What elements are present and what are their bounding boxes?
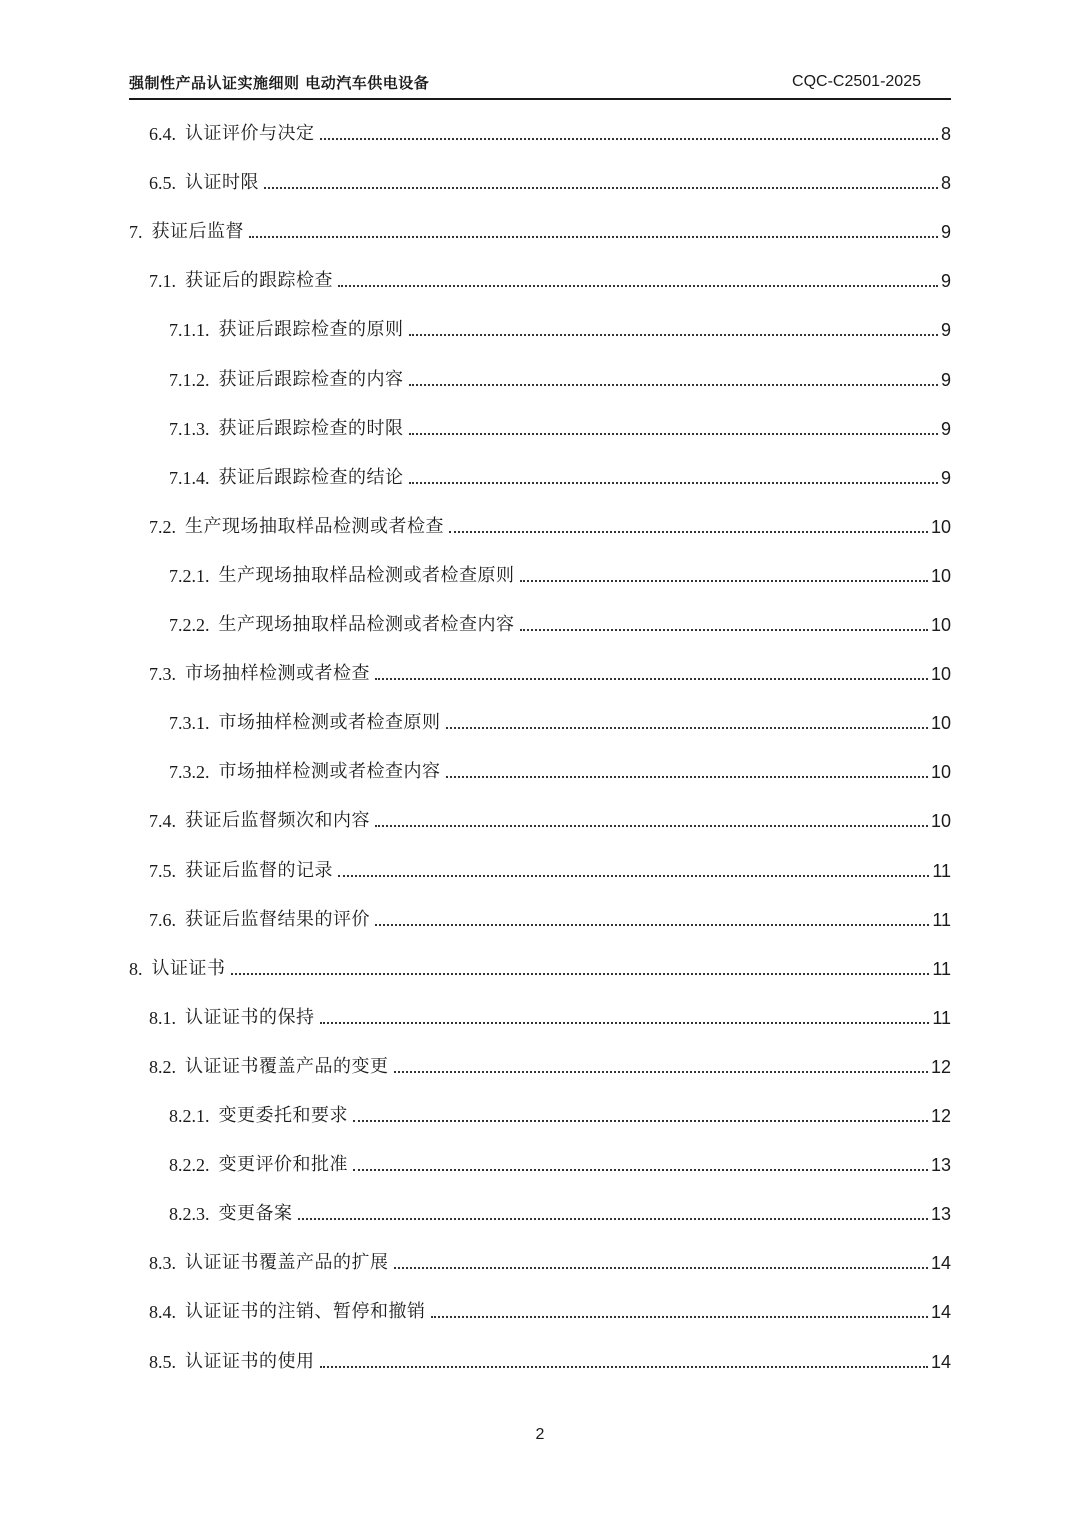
page-header xyxy=(129,70,951,100)
toc-entry-page: 14 xyxy=(930,1253,951,1274)
toc-entry-number: 8.4. xyxy=(149,1302,176,1323)
toc-entry-page: 11 xyxy=(932,860,951,881)
toc-entry-page: 11 xyxy=(932,1007,951,1028)
toc-entry-title: 获证后跟踪检查的原则 xyxy=(218,319,404,341)
toc-entry-title: 认证评价与决定 xyxy=(185,123,315,144)
toc-entry-page: 13 xyxy=(930,1155,951,1176)
toc-entry-number: 7.1.4. xyxy=(169,467,210,488)
toc-entry-page: 9 xyxy=(940,369,951,390)
toc-dot-leader xyxy=(353,1169,928,1171)
toc-dot-leader xyxy=(320,1022,930,1024)
toc-entry-title: 获证后监督的记录 xyxy=(185,859,333,881)
toc-entry[interactable] xyxy=(169,1100,951,1128)
toc-entry-number: 7.4. xyxy=(149,811,176,832)
toc-dot-leader xyxy=(353,1120,928,1122)
toc-entry[interactable] xyxy=(169,707,951,735)
toc-entry[interactable] xyxy=(129,953,951,981)
toc-dot-leader xyxy=(520,629,928,631)
toc-entry[interactable] xyxy=(169,560,951,588)
toc-entry-title: 获证后跟踪检查的内容 xyxy=(218,368,404,390)
toc-entry[interactable] xyxy=(149,1247,951,1275)
toc-entry-page: 10 xyxy=(930,664,951,685)
toc-entry-page: 9 xyxy=(940,418,951,439)
toc-dot-leader xyxy=(446,727,928,729)
toc-dot-leader xyxy=(409,334,938,336)
toc-entry-page: 9 xyxy=(940,320,951,341)
toc-dot-leader xyxy=(264,187,938,189)
toc-dot-leader xyxy=(338,285,938,287)
toc-entry-page: 10 xyxy=(930,565,951,586)
toc-entry-title: 变更备案 xyxy=(218,1203,293,1225)
toc-dot-leader xyxy=(375,924,929,926)
toc-dot-leader xyxy=(320,138,938,140)
toc-entry[interactable] xyxy=(169,364,951,392)
toc-entry-number: 8.1. xyxy=(149,1007,176,1028)
toc-entry[interactable] xyxy=(169,609,951,637)
toc-entry-number: 7.2. xyxy=(149,516,176,537)
toc-entry-title: 获证后的跟踪检查 xyxy=(185,270,333,292)
toc-entry-number: 7.2.1. xyxy=(169,565,210,586)
toc-dot-leader xyxy=(520,580,928,582)
toc-entry-page: 9 xyxy=(940,271,951,292)
toc-dot-leader xyxy=(394,1071,928,1073)
toc-entry[interactable] xyxy=(169,314,951,342)
toc-entry[interactable] xyxy=(169,756,951,784)
toc-entry-number: 7.3.1. xyxy=(169,713,210,734)
toc-entry-title: 变更评价和批准 xyxy=(218,1154,348,1176)
toc-dot-leader xyxy=(298,1218,928,1220)
toc-entry-title: 获证后监督频次和内容 xyxy=(185,810,370,832)
toc-dot-leader xyxy=(249,236,938,238)
toc-entry-number: 8.5. xyxy=(149,1351,176,1372)
toc-entry-number: 7.3. xyxy=(149,664,176,685)
toc-entry-page: 11 xyxy=(932,958,951,979)
toc-entry-title: 认证证书覆盖产品的扩展 xyxy=(185,1252,389,1274)
toc-entry[interactable] xyxy=(149,904,951,932)
toc-entry-number: 7.3.2. xyxy=(169,762,210,783)
toc-dot-leader xyxy=(409,482,938,484)
toc-entry[interactable] xyxy=(149,658,951,686)
toc-entry-number: 8.2.1. xyxy=(169,1106,210,1126)
toc-entry-number: 8.3. xyxy=(149,1253,176,1274)
toc-dot-leader xyxy=(338,875,929,877)
toc-entry-title: 认证证书覆盖产品的变更 xyxy=(185,1055,389,1077)
toc-entry-number: 7.5. xyxy=(149,860,176,881)
toc-entry-number: 7.1.3. xyxy=(169,418,210,439)
toc-entry-number: 7.1. xyxy=(149,271,176,292)
toc-entry-number: 7.2.2. xyxy=(169,615,210,635)
toc-entry-page: 10 xyxy=(930,516,951,537)
toc-entry[interactable] xyxy=(149,1296,951,1324)
toc-dot-leader xyxy=(409,384,938,386)
toc-dot-leader xyxy=(449,531,928,533)
toc-entry-title: 生产现场抽取样品检测或者检查内容 xyxy=(218,614,515,635)
toc-entry-title: 获证后监督 xyxy=(151,221,244,243)
toc-entry-title: 获证后跟踪检查的结论 xyxy=(218,466,404,488)
toc-entry-number: 7.1.1. xyxy=(169,320,210,341)
toc-entry[interactable] xyxy=(169,1149,951,1177)
toc-entry-title: 市场抽样检测或者检查内容 xyxy=(218,761,441,783)
toc-dot-leader xyxy=(409,433,938,435)
toc-dot-leader xyxy=(320,1366,928,1368)
toc-entry-title: 认证证书的注销、暂停和撤销 xyxy=(185,1301,426,1323)
toc-entry-number: 8.2.3. xyxy=(169,1204,210,1225)
toc-entry-number: 8. xyxy=(129,958,143,979)
toc-entry[interactable] xyxy=(149,265,951,293)
page-number: 2 xyxy=(535,1426,545,1443)
toc-entry-page: 9 xyxy=(940,467,951,488)
toc-entry-title: 获证后监督结果的评价 xyxy=(185,908,370,930)
toc-entry-number: 8.2. xyxy=(149,1056,176,1077)
toc-entry-title: 认证证书的保持 xyxy=(185,1006,315,1028)
toc-entry-page: 11 xyxy=(932,909,951,930)
toc-entry-page: 10 xyxy=(930,615,951,635)
toc-dot-leader xyxy=(394,1267,928,1269)
toc-entry[interactable] xyxy=(149,1051,951,1079)
document-code: CQC-C2501-2025 xyxy=(792,73,921,90)
toc-entry-page: 12 xyxy=(930,1106,951,1126)
toc-entry-title: 市场抽样检测或者检查 xyxy=(185,663,370,685)
toc-entry-page: 10 xyxy=(930,811,951,832)
toc-entry-page: 14 xyxy=(930,1302,951,1323)
toc-entry[interactable] xyxy=(129,216,951,244)
toc-entry-page: 14 xyxy=(930,1351,951,1372)
toc-entry-page: 13 xyxy=(930,1204,951,1225)
toc-entry-title: 变更委托和要求 xyxy=(218,1105,348,1126)
toc-entry-title: 生产现场抽取样品检测或者检查 xyxy=(185,515,444,537)
toc-entry-title: 生产现场抽取样品检测或者检查原则 xyxy=(218,564,515,586)
document-title: 强制性产品认证实施细则 电动汽车供电设备 xyxy=(129,74,430,92)
toc-dot-leader xyxy=(375,825,928,827)
toc-entry-page: 9 xyxy=(940,222,951,243)
toc-entry-title: 认证证书 xyxy=(151,957,226,979)
toc-entry[interactable] xyxy=(169,413,951,441)
toc-entry[interactable] xyxy=(169,462,951,490)
toc-entry[interactable] xyxy=(149,118,951,146)
toc-dot-leader xyxy=(431,1316,928,1318)
toc-entry[interactable] xyxy=(149,511,951,539)
toc-entry[interactable] xyxy=(149,805,951,833)
toc-entry[interactable] xyxy=(149,1002,951,1030)
toc-entry-number: 6.4. xyxy=(149,124,176,144)
toc-entry-page: 10 xyxy=(930,713,951,734)
toc-entry-number: 8.2.2. xyxy=(169,1155,210,1176)
toc-entry-number: 7.6. xyxy=(149,909,176,930)
toc-entry-number: 7.1.2. xyxy=(169,369,210,390)
toc-entry-page: 12 xyxy=(930,1056,951,1077)
toc-entry-number: 6.5. xyxy=(149,173,176,194)
toc-entry[interactable] xyxy=(169,1198,951,1226)
toc-dot-leader xyxy=(446,776,928,778)
toc-entry[interactable] xyxy=(149,1346,951,1374)
toc-entry-number: 7. xyxy=(129,222,143,243)
toc-dot-leader xyxy=(375,678,928,680)
toc-entry-page: 8 xyxy=(940,124,951,144)
toc-entry-title: 获证后跟踪检查的时限 xyxy=(218,417,404,439)
toc-entry-title: 市场抽样检测或者检查原则 xyxy=(218,712,441,734)
toc-entry[interactable] xyxy=(149,855,951,883)
toc-entry-page: 8 xyxy=(940,173,951,194)
toc-dot-leader xyxy=(231,973,930,975)
toc-entry-page: 10 xyxy=(930,762,951,783)
toc-entry-title: 认证证书的使用 xyxy=(185,1350,315,1372)
toc-entry-title: 认证时限 xyxy=(185,172,259,194)
toc-entry[interactable] xyxy=(149,167,951,195)
